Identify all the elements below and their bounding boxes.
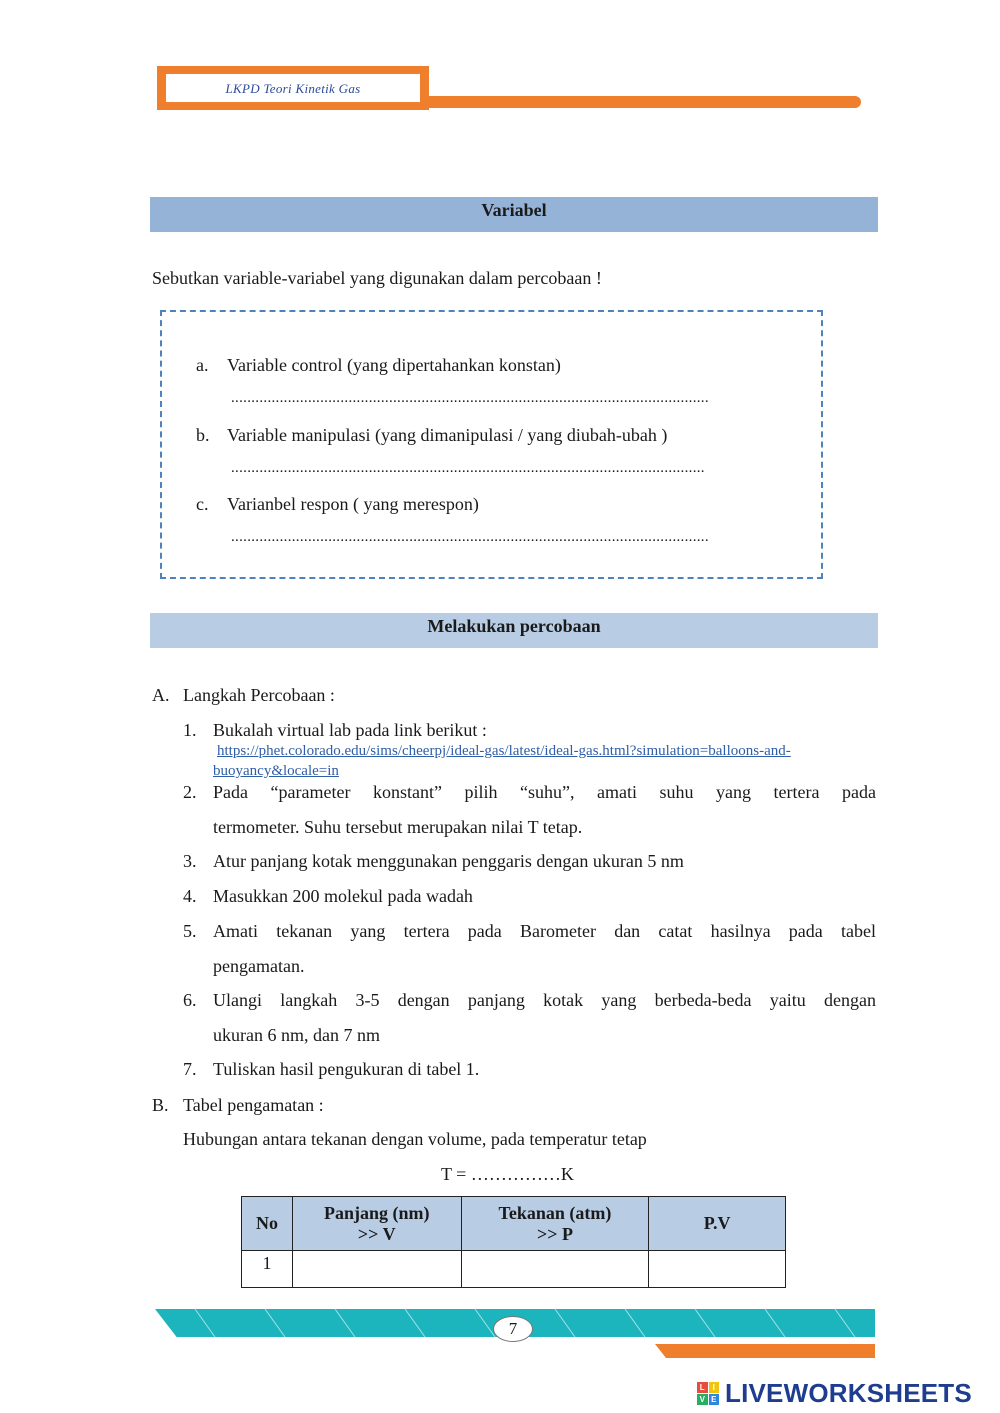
step-6-number: 6. xyxy=(183,990,197,1010)
phet-link-continued[interactable]: buoyancy&locale=in xyxy=(213,763,339,779)
part-b-title: Tabel pengamatan : xyxy=(183,1095,324,1115)
liveworksheets-icon: L I V E xyxy=(697,1382,719,1404)
item-c-label: Varianbel respon ( yang merespon) xyxy=(227,494,479,514)
footer-orange-band xyxy=(655,1344,875,1358)
item-b-answer-field[interactable]: ..................................................................................................................... xyxy=(231,460,705,476)
step-5-line-2: pengamatan. xyxy=(213,956,305,976)
cell-panjang-input[interactable] xyxy=(292,1251,461,1288)
item-b-label: Variable manipulasi (yang dimanipulasi / yang diubah-ubah ) xyxy=(227,425,668,445)
step-2-line-2: termometer. Suhu tersebut merupakan nilai T tetap. xyxy=(213,817,583,837)
step-5-line-1: Amati tekanan yang tertera pada Barometer dan catat hasilnya pada tabel xyxy=(213,921,876,941)
header-tekanan: Tekanan (atm) >> P xyxy=(461,1197,649,1251)
step-4-text: Masukkan 200 molekul pada wadah xyxy=(213,886,473,906)
part-b-marker: B. xyxy=(152,1095,169,1115)
item-a-answer-field[interactable]: ...................................................................................................................... xyxy=(231,390,709,406)
step-5-number: 5. xyxy=(183,921,197,941)
cell-tekanan-input[interactable] xyxy=(461,1251,649,1288)
table-row xyxy=(242,1251,786,1288)
cell-no: 1 xyxy=(242,1251,293,1288)
item-a-marker: a. xyxy=(196,355,209,375)
item-c-answer-field[interactable]: ...................................................................................................................... xyxy=(231,529,709,545)
section-title-variabel: Variabel xyxy=(150,197,878,232)
step-2-number: 2. xyxy=(183,782,197,802)
item-b-marker: b. xyxy=(196,425,210,445)
item-c-marker: c. xyxy=(196,494,209,514)
variable-prompt: Sebutkan variable-variabel yang digunakan dalam percobaan ! xyxy=(152,268,602,288)
liveworksheets-wordmark: LIVEWORKSHEETS xyxy=(725,1377,972,1408)
part-a-marker: A. xyxy=(152,685,170,705)
header-pv: P.V xyxy=(649,1197,786,1251)
step-3-text: Atur panjang kotak menggunakan penggaris dengan ukuran 5 nm xyxy=(213,851,684,871)
liveworksheets-logo xyxy=(697,1376,972,1410)
step-6-line-2: ukuran 6 nm, dan 7 nm xyxy=(213,1025,380,1045)
step-7-text: Tuliskan hasil pengukuran di tabel 1. xyxy=(213,1059,480,1079)
part-a-title: Langkah Percobaan : xyxy=(183,685,335,705)
step-7-number: 7. xyxy=(183,1059,197,1079)
step-2-line-1: Pada “parameter konstant” pilih “suhu”, amati suhu yang tertera pada xyxy=(213,782,876,802)
table-header-row xyxy=(242,1197,786,1251)
step-3-number: 3. xyxy=(183,851,197,871)
header-panjang: Panjang (nm) >> V xyxy=(292,1197,461,1251)
observation-table xyxy=(241,1196,786,1288)
page-number: 7 xyxy=(493,1316,533,1342)
header-no: No xyxy=(242,1197,293,1251)
section-title-percobaan: Melakukan percobaan xyxy=(150,613,878,648)
step-1-text: Bukalah virtual lab pada link berikut : xyxy=(213,720,487,740)
temperature-field[interactable]: T = ……………K xyxy=(441,1164,574,1184)
step-4-number: 4. xyxy=(183,886,197,906)
header-title: LKPD Teori Kinetik Gas xyxy=(225,81,361,96)
header-accent-line xyxy=(428,96,861,108)
cell-pv-input[interactable] xyxy=(649,1251,786,1288)
step-1-number: 1. xyxy=(183,720,197,740)
phet-link[interactable]: https://phet.colorado.edu/sims/cheerpj/ideal-gas/latest/ideal-gas.html?simulation=balloons-and- xyxy=(217,743,791,759)
item-a-label: Variable control (yang dipertahankan konstan) xyxy=(227,355,561,375)
step-6-line-1: Ulangi langkah 3-5 dengan panjang kotak yang berbeda-beda yaitu dengan xyxy=(213,990,876,1010)
table-caption: Hubungan antara tekanan dengan volume, pada temperatur tetap xyxy=(183,1129,647,1149)
